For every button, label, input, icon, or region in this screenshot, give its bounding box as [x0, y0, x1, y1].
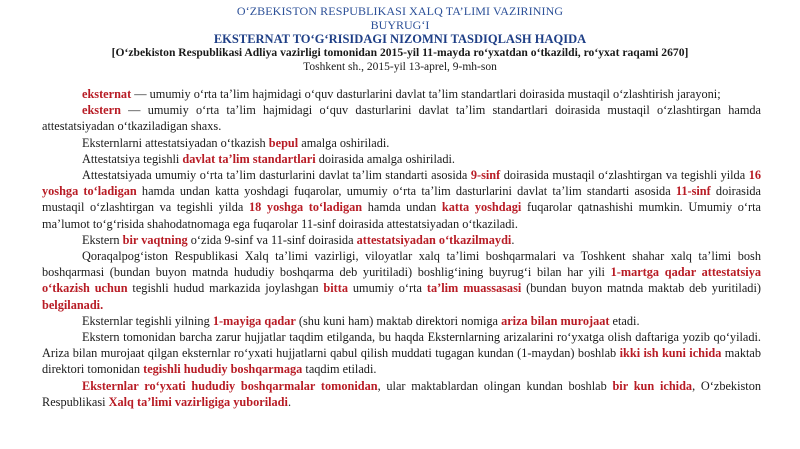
highlighted-term: 1-martga qadar attestatsiya o‘tkazish uchun — [42, 265, 761, 296]
highlighted-term: ta’lim muassasasi — [426, 281, 522, 296]
text-run: umumiy o‘rta — [348, 281, 427, 296]
paragraph — [42, 102, 761, 134]
highlighted-term: katta yoshdagi — [441, 200, 522, 215]
paragraph — [42, 329, 761, 378]
highlighted-term: 18 yoshga to‘ladigan — [248, 200, 363, 215]
text-run: . — [511, 232, 515, 247]
text-run: taqdim etiladi. — [302, 362, 377, 377]
document-header — [0, 4, 800, 74]
text-run: Attestatsiya tegishli — [82, 151, 183, 166]
text-run: , ular maktablardan olingan kundan boshlab — [377, 378, 613, 393]
text-run: hamda undan — [362, 200, 442, 215]
paragraph — [42, 232, 761, 248]
text-run: doirasida mustaqil o‘zlashtirgan va tegishli yilda — [500, 168, 749, 183]
text-run: Eksternlarni attestatsiyadan o‘tkazish — [82, 135, 269, 150]
text-run: amalga oshiriladi. — [298, 135, 390, 150]
paragraph — [42, 167, 761, 232]
document-body — [42, 86, 761, 410]
highlighted-term: ariza bilan murojaat — [501, 313, 610, 328]
text-run: Eksternlar tegishli yilning — [82, 313, 213, 328]
highlighted-term: bitta — [323, 281, 349, 296]
highlighted-term: tegishli hududiy boshqarmaga — [143, 362, 303, 377]
highlighted-term: Xalq ta’limi vazirligiga yuboriladi — [108, 394, 288, 409]
highlighted-term: eksternat — [82, 87, 132, 101]
text-run: Attestatsiyada umumiy o‘rta ta’lim dasturlarini davlat ta’lim standarti asosida — [82, 168, 471, 183]
highlighted-term: davlat ta’lim standartlari — [182, 151, 316, 166]
text-run: . — [287, 394, 292, 409]
highlighted-term: bir kun ichida — [612, 378, 693, 393]
ministry-heading: O‘ZBEKISTON RESPUBLIKASI XALQ TA’LIMI VAZIRINING — [236, 4, 564, 18]
text-run: o‘zida 9-sinf va 11-sinf doirasida — [187, 232, 357, 247]
document-title: EKSTERNAT TO‘G‘RISIDAGI NIZOMNI TASDIQLASH HAQIDA — [213, 32, 587, 46]
text-run: doirasida amalga oshiriladi. — [315, 151, 455, 166]
highlighted-term: 9-sinf — [470, 168, 501, 183]
highlighted-term: 1-mayiga qadar — [212, 313, 296, 328]
text-run: — umumiy o‘rta ta’lim hajmidagi o‘quv dasturlarini davlat ta’lim standartlari doirasida mustaqil o‘zlashtirgan hamda attestatsiyadan o‘tkaziladigan shaxs. — [42, 103, 761, 134]
highlighted-term: attestatsiyadan o‘tkazilmaydi — [356, 232, 512, 247]
text-run: hamda undan katta yoshdagi fuqarolar, umumiy o‘rta ta’lim dasturlarini davlat ta’lim standarti asosida — [136, 184, 676, 199]
highlighted-term: belgilanadi. — [42, 297, 104, 312]
highlighted-term: ikki ish kuni ichida — [619, 346, 722, 361]
text-run: maktab direktori tomonidan — [42, 346, 762, 377]
registration-note: [O‘zbekiston Respublikasi Adliya vazirligi tomonidan 2015-yil 11-mayda ro‘yxatdan o‘tkazildi, ro‘yxat raqami 2670] — [111, 46, 689, 59]
text-run: tegishli hudud markazida joylashgan — [127, 281, 324, 296]
text-run: Qoraqalpog‘iston Respublikasi Xalq ta’limi vazirligi, viloyatlar xalq ta’limi boshqarmalari va Toshkent shahar xalq ta’limi bosh boshqarmasi (bundan buyon matnda hududiy boshqarma deb yuritiladi) boshlig‘ining buyrug‘i bilan har yili — [42, 249, 761, 280]
document-type: BUYRUG‘I — [370, 18, 430, 32]
highlighted-term: 11-sinf — [675, 184, 711, 199]
paragraph — [42, 248, 761, 313]
highlighted-term: bepul — [268, 135, 299, 150]
text-run: etadi. — [609, 313, 640, 328]
paragraph — [42, 378, 761, 410]
highlighted-term: ekstern — [82, 103, 121, 118]
highlighted-term: bir vaqtning — [122, 232, 188, 247]
place-date: Toshkent sh., 2015-yil 13-aprel, 9-mh-son — [303, 61, 497, 73]
text-run: fuqarolar qatnashishi mumkin. Umumiy o‘rta ma’lumot to‘g‘risida shahodatnomaga ega fuqarolar 11-sinf doirasida attestatsiyadan o‘tkaziladi. — [42, 200, 761, 231]
text-run: (shu kuni ham) maktab direktori nomiga — [295, 313, 502, 328]
highlighted-term: 16 yoshga to‘ladigan — [42, 168, 761, 199]
paragraph — [42, 151, 761, 167]
paragraph — [42, 135, 761, 151]
text-run: Ekstern tomonidan barcha zarur hujjatlar taqdim etilganda, bu haqda Eksternlarning arizalarini ro‘yxatga olish daftariga yozib qo‘yiladi. Ariza bilan murojaat qilgan eksternlar ro‘yxati hujjatlarni qabul qilish muddati tugagan kundan (1-maydan) boshlab — [42, 330, 761, 361]
text-run: Ekstern — [82, 232, 123, 247]
text-run: doirasida mustaqil o‘zlashtirgan va tegishli yilda — [42, 184, 761, 215]
text-run: — umumiy o‘rta ta’lim hajmidagi o‘quv dasturlarini davlat ta’lim standartlari doirasida mustaqil o‘zlashtirish jarayoni; — [131, 87, 721, 101]
paragraph — [42, 313, 761, 329]
highlighted-term: Eksternlar ro‘yxati hududiy boshqarmalar tomonidan — [82, 378, 378, 393]
text-run: (bundan buyon matnda maktab deb yuritiladi) — [521, 281, 761, 296]
paragraph — [42, 86, 761, 102]
text-run: , O‘zbekiston Respublikasi — [42, 378, 761, 409]
